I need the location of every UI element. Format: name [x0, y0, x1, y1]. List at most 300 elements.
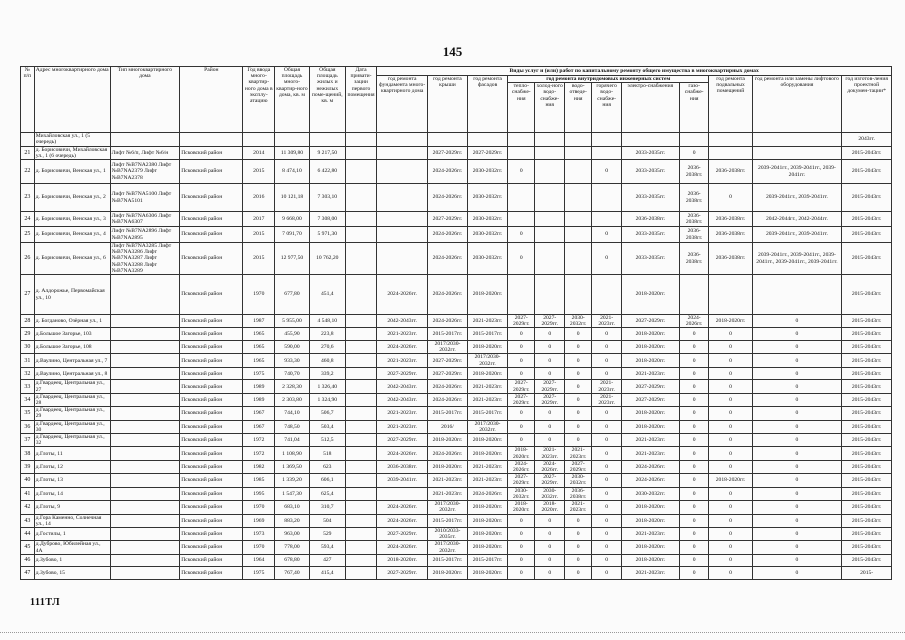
year-cell: 1989: [243, 380, 275, 393]
gas-year-cell: 0: [679, 354, 709, 367]
basement-year-cell: 2018-2020гг.: [709, 474, 752, 487]
total-area-cell: 1 108,90: [275, 447, 310, 460]
sewer-year-cell: 0: [564, 380, 591, 393]
privatization-cell: [345, 420, 377, 433]
basement-year-cell: 0: [709, 367, 752, 380]
gas-year-cell: 0: [679, 434, 709, 447]
header-gas: газо-снабже-ния: [679, 83, 709, 133]
row-number: 26: [21, 243, 35, 275]
facade-year-cell: 2024-2026гг.: [468, 487, 508, 500]
table-row: [21, 393, 892, 406]
electric-year-cell: 2024-2026гг.: [621, 474, 679, 487]
row-number: 43: [21, 514, 35, 527]
sewer-year-cell: [564, 146, 591, 159]
basement-year-cell: 0: [709, 567, 752, 580]
cold-water-year-cell: [535, 160, 565, 184]
privatization-cell: [345, 474, 377, 487]
facade-year-cell: 2015-2017гг.: [468, 554, 508, 567]
address-cell: д.Гвардеец, Центральная ул., 28: [34, 393, 110, 406]
house-type-cell: [110, 407, 180, 420]
facade-year-cell: 2018-2020гг.: [468, 501, 508, 514]
sewer-year-cell: 0: [564, 393, 591, 406]
table-row: [21, 227, 892, 243]
district-cell: Псковский район: [180, 212, 243, 227]
year-cell: 1964: [243, 554, 275, 567]
district-cell: Псковский район: [180, 380, 243, 393]
facade-year-cell: 2018-2020гг.: [468, 275, 508, 315]
privatization-cell: [345, 541, 377, 554]
elevator-year-cell: 0: [752, 367, 842, 380]
row-number: 21: [21, 146, 35, 159]
elevator-year-cell: 2042-2044гг., 2042-2044гг.: [752, 212, 842, 227]
roof-year-cell: 2017/2030-2032гг.: [427, 341, 467, 354]
gas-year-cell: 0: [679, 487, 709, 500]
house-type-cell: Лифт №B7NA3285 Лифт №B7NA3286 Лифт №B7NA3287 Лифт №B7NA3288 Лифт №B7NA3289: [110, 243, 180, 275]
hot-water-year-cell: 0: [592, 160, 622, 184]
total-area-cell: 778,00: [275, 541, 310, 554]
electric-year-cell: 2018-2020гг.: [621, 354, 679, 367]
basement-year-cell: 2018-2020гг.: [709, 315, 752, 328]
facade-year-cell: 2021-2023гг.: [468, 315, 508, 328]
house-type-cell: [110, 541, 180, 554]
year-cell: 1969: [243, 514, 275, 527]
elevator-year-cell: 0: [752, 380, 842, 393]
row-number: [21, 133, 35, 146]
hot-water-year-cell: 0: [592, 407, 622, 420]
total-area-cell: 1 547,30: [275, 487, 310, 500]
heat-year-cell: 0: [508, 328, 535, 341]
heat-year-cell: 0: [508, 341, 535, 354]
address-cell: д. Борисовичи, Венская ул., 4: [34, 227, 110, 243]
hot-water-year-cell: 0: [592, 554, 622, 567]
foundation-year-cell: 2018-2020гг.: [377, 554, 428, 567]
living-area-cell: 270,6: [309, 341, 345, 354]
district-cell: Псковский район: [180, 567, 243, 580]
cold-water-year-cell: 0: [535, 407, 565, 420]
privatization-cell: [345, 501, 377, 514]
electric-year-cell: 2018-2020гг.: [621, 407, 679, 420]
privatization-cell: [345, 341, 377, 354]
sewer-year-cell: 0: [564, 420, 591, 433]
living-area-cell: 427: [309, 554, 345, 567]
row-number: 29: [21, 328, 35, 341]
gas-year-cell: 0: [679, 527, 709, 540]
header-facade: год ремонта фасадов: [468, 76, 508, 133]
cold-water-year-cell: [535, 275, 565, 315]
heat-year-cell: [508, 146, 535, 159]
gas-year-cell: 0: [679, 341, 709, 354]
table-row: [21, 275, 892, 315]
foundation-year-cell: 2036-2038гг.: [377, 460, 428, 473]
gas-year-cell: 0: [679, 420, 709, 433]
foundation-year-cell: 2021-2023гг.: [377, 328, 428, 341]
roof-year-cell: 2027-2029гг.: [427, 146, 467, 159]
address-cell: д.Гвардеец, Центральная ул., 32: [34, 434, 110, 447]
year-cell: 1987: [243, 315, 275, 328]
capital-repair-table: [20, 66, 892, 580]
foundation-year-cell: [377, 212, 428, 227]
sewer-year-cell: [564, 275, 591, 315]
electric-year-cell: 2036-2038гг.: [621, 212, 679, 227]
district-cell: Псковский район: [180, 447, 243, 460]
foundation-year-cell: [377, 133, 428, 146]
row-number: 27: [21, 275, 35, 315]
facade-year-cell: [468, 133, 508, 146]
header-elevator: год ремонта или замены лифтового оборудования: [752, 76, 842, 133]
living-area-cell: 415,4: [309, 567, 345, 580]
basement-year-cell: 2036-2038гг.: [709, 227, 752, 243]
privatization-cell: [345, 367, 377, 380]
hot-water-year-cell: 0: [592, 243, 622, 275]
elevator-year-cell: 0: [752, 393, 842, 406]
year-cell: 1965: [243, 354, 275, 367]
project-year-cell: 2015-2043гг.: [842, 227, 892, 243]
year-cell: 2014: [243, 146, 275, 159]
roof-year-cell: 2018-2020гг.: [427, 434, 467, 447]
total-area-cell: [275, 133, 310, 146]
total-area-cell: 1 369,50: [275, 460, 310, 473]
electric-year-cell: 2033-2035гг.: [621, 184, 679, 212]
living-area-cell: [309, 133, 345, 146]
header-project: год изготов-ления проектной докумен-тации*: [842, 76, 892, 133]
foundation-year-cell: [377, 184, 428, 212]
house-type-cell: [110, 567, 180, 580]
living-area-cell: 6 422,80: [309, 160, 345, 184]
heat-year-cell: 2027-2029гг.: [508, 393, 535, 406]
basement-year-cell: 0: [709, 184, 752, 212]
row-number: 33: [21, 380, 35, 393]
district-cell: Псковский район: [180, 514, 243, 527]
table-row: [21, 212, 892, 227]
header-basement: год ремонта подвальных помещений: [709, 76, 752, 133]
electric-year-cell: 2018-2020гг.: [621, 420, 679, 433]
living-area-cell: 10 762,20: [309, 243, 345, 275]
roof-year-cell: 2015-2017гг.: [427, 514, 467, 527]
facade-year-cell: 2017/2030-2032гг.: [468, 354, 508, 367]
roof-year-cell: 2024-2026гг.: [427, 380, 467, 393]
privatization-cell: [345, 487, 377, 500]
project-year-cell: 2015-2043гг.: [842, 341, 892, 354]
cold-water-year-cell: 2027-2029гг.: [535, 474, 565, 487]
facade-year-cell: 2018-2020гг.: [468, 541, 508, 554]
foundation-year-cell: 2042-2043гг.: [377, 315, 428, 328]
living-area-cell: 4 548,10: [309, 315, 345, 328]
house-type-cell: [110, 447, 180, 460]
facade-year-cell: 2018-2020гг.: [468, 514, 508, 527]
year-cell: 1965: [243, 341, 275, 354]
house-type-cell: Лифт №6/п, Лифт №6/н: [110, 146, 180, 159]
roof-year-cell: 2024-2026гг.: [427, 160, 467, 184]
address-cell: д.Глоты, 12: [34, 460, 110, 473]
hot-water-year-cell: 0: [592, 460, 622, 473]
privatization-cell: [345, 227, 377, 243]
district-cell: Псковский район: [180, 243, 243, 275]
gas-year-cell: 2036-2038гг.: [679, 227, 709, 243]
hot-water-year-cell: 0: [592, 567, 622, 580]
address-cell: д.Гвардеец, Центральная ул., 29: [34, 407, 110, 420]
roof-year-cell: 2024-2026гг.: [427, 227, 467, 243]
project-year-cell: 2015-2043гг.: [842, 474, 892, 487]
address-cell: д.Гора Каменно, Солнечная ул., 14: [34, 514, 110, 527]
project-year-cell: 2015-2043гг.: [842, 354, 892, 367]
basement-year-cell: [709, 275, 752, 315]
cold-water-year-cell: 0: [535, 434, 565, 447]
district-cell: Псковский район: [180, 407, 243, 420]
project-year-cell: 2015-2043гг.: [842, 541, 892, 554]
foundation-year-cell: [377, 160, 428, 184]
electric-year-cell: 2027-2029гг.: [621, 393, 679, 406]
elevator-year-cell: 0: [752, 501, 842, 514]
elevator-year-cell: 2039-2041гг., 2039-2041гг., 2039-2041гг.: [752, 160, 842, 184]
table-row: [21, 243, 892, 275]
living-area-cell: 512,5: [309, 434, 345, 447]
electric-year-cell: 2018-2020гг.: [621, 328, 679, 341]
district-cell: Псковский район: [180, 541, 243, 554]
district-cell: Псковский район: [180, 434, 243, 447]
gas-year-cell: 0: [679, 541, 709, 554]
sewer-year-cell: 0: [564, 554, 591, 567]
house-type-cell: [110, 315, 180, 328]
house-type-cell: [110, 420, 180, 433]
house-type-cell: [110, 460, 180, 473]
house-type-cell: [110, 328, 180, 341]
house-type-cell: [110, 487, 180, 500]
heat-year-cell: 0: [508, 541, 535, 554]
district-cell: Псковский район: [180, 460, 243, 473]
row-number: 28: [21, 315, 35, 328]
facade-year-cell: 2015-2017гг.: [468, 328, 508, 341]
elevator-year-cell: 0: [752, 354, 842, 367]
roof-year-cell: 2027-2029гг.: [427, 367, 467, 380]
address-cell: д.Зубово, 1: [34, 554, 110, 567]
basement-year-cell: 2036-2038гг.: [709, 160, 752, 184]
elevator-year-cell: 0: [752, 328, 842, 341]
hot-water-year-cell: 0: [592, 501, 622, 514]
header-privatization: Дата привати-зации первого помещения: [345, 67, 377, 133]
house-type-cell: [110, 133, 180, 146]
heat-year-cell: 0: [508, 514, 535, 527]
project-year-cell: 2015-2043гг.: [842, 393, 892, 406]
hot-water-year-cell: 0: [592, 474, 622, 487]
gas-year-cell: 0: [679, 380, 709, 393]
total-area-cell: 748,50: [275, 420, 310, 433]
house-type-cell: [110, 393, 180, 406]
roof-year-cell: 2024-2026гг.: [427, 275, 467, 315]
project-year-cell: 2015-2043гг.: [842, 184, 892, 212]
table-row: [21, 367, 892, 380]
hot-water-year-cell: 0: [592, 527, 622, 540]
total-area-cell: 455,90: [275, 328, 310, 341]
heat-year-cell: 2027-2029гг.: [508, 474, 535, 487]
table-row: [21, 501, 892, 514]
table-row: [21, 420, 892, 433]
gas-year-cell: 2036-2038гг.: [679, 243, 709, 275]
basement-year-cell: 0: [709, 501, 752, 514]
year-cell: 1985: [243, 474, 275, 487]
hot-water-year-cell: 0: [592, 447, 622, 460]
total-area-cell: 5 955,00: [275, 315, 310, 328]
address-cell: д.Гвардеец, Центральная ул., 30: [34, 420, 110, 433]
row-number: 22: [21, 160, 35, 184]
hot-water-year-cell: [592, 275, 622, 315]
privatization-cell: [345, 328, 377, 341]
gas-year-cell: 0: [679, 447, 709, 460]
basement-year-cell: [709, 133, 752, 146]
hot-water-year-cell: 2021-2023гг.: [592, 315, 622, 328]
electric-year-cell: 2021-2023гг.: [621, 367, 679, 380]
address-cell: д.Глоты, 9: [34, 501, 110, 514]
header-district: Район: [180, 67, 243, 133]
header-living-area: Общая площадь жилых и нежилых поме-щений, кв. м: [309, 67, 345, 133]
district-cell: Псковский район: [180, 474, 243, 487]
total-area-cell: 2 328,30: [275, 380, 310, 393]
sewer-year-cell: [564, 212, 591, 227]
basement-year-cell: [709, 146, 752, 159]
house-type-cell: [110, 474, 180, 487]
address-cell: д.Большое Загорье, 103: [34, 328, 110, 341]
house-type-cell: [110, 527, 180, 540]
header-cold-water: холод-ного водо-снабже-ния: [535, 83, 565, 133]
year-cell: 1967: [243, 420, 275, 433]
year-cell: 1973: [243, 527, 275, 540]
table-row: [21, 434, 892, 447]
total-area-cell: 590,00: [275, 341, 310, 354]
year-cell: 1995: [243, 487, 275, 500]
total-area-cell: 883,20: [275, 514, 310, 527]
basement-year-cell: 0: [709, 447, 752, 460]
address-cell: д.Гвардеец, Центральная ул., 27: [34, 380, 110, 393]
elevator-year-cell: 0: [752, 420, 842, 433]
foundation-year-cell: 2021-2023гг.: [377, 354, 428, 367]
heat-year-cell: 0: [508, 527, 535, 540]
roof-year-cell: 2021-2023гг.: [427, 474, 467, 487]
facade-year-cell: 2030-2032гг.: [468, 184, 508, 212]
sewer-year-cell: 2027-2029гг.: [564, 460, 591, 473]
cold-water-year-cell: 0: [535, 514, 565, 527]
sewer-year-cell: 0: [564, 514, 591, 527]
address-cell: д. Борисовичи, Венская ул., 3: [34, 212, 110, 227]
electric-year-cell: 2024-2026гг.: [621, 460, 679, 473]
sewer-year-cell: 0: [564, 354, 591, 367]
elevator-year-cell: 0: [752, 434, 842, 447]
table-row: [21, 541, 892, 554]
project-year-cell: 2015-2043гг.: [842, 328, 892, 341]
living-area-cell: 623: [309, 460, 345, 473]
address-cell: Михайловская ул., 1 (5 очередь): [34, 133, 110, 146]
living-area-cell: 503,4: [309, 420, 345, 433]
facade-year-cell: 2021-2023гг.: [468, 380, 508, 393]
elevator-year-cell: 2039-2041гг., 2039-2041гг.: [752, 227, 842, 243]
cold-water-year-cell: 2027-2029гг.: [535, 315, 565, 328]
foundation-year-cell: 2024-2026гг.: [377, 541, 428, 554]
total-area-cell: 9 668,00: [275, 212, 310, 227]
roof-year-cell: 2018-2020гг.: [427, 567, 467, 580]
table-row: [21, 554, 892, 567]
header-type: Тип многоквартирного дома: [110, 67, 180, 133]
foundation-year-cell: [377, 146, 428, 159]
privatization-cell: [345, 243, 377, 275]
heat-year-cell: 0: [508, 420, 535, 433]
total-area-cell: 12 977,50: [275, 243, 310, 275]
hot-water-year-cell: 0: [592, 227, 622, 243]
basement-year-cell: 0: [709, 354, 752, 367]
gas-year-cell: 2024-2026гг.: [679, 315, 709, 328]
address-cell: д. Алдорожье, Первомайская ул., 10: [34, 275, 110, 315]
house-type-cell: [110, 554, 180, 567]
elevator-year-cell: [752, 133, 842, 146]
heat-year-cell: [508, 212, 535, 227]
privatization-cell: [345, 407, 377, 420]
cold-water-year-cell: 0: [535, 328, 565, 341]
heat-year-cell: 0: [508, 227, 535, 243]
sewer-year-cell: [564, 133, 591, 146]
scan-divider: [0, 632, 905, 633]
elevator-year-cell: 0: [752, 541, 842, 554]
row-number: 46: [21, 554, 35, 567]
electric-year-cell: 2027-2029гг.: [621, 380, 679, 393]
sewer-year-cell: 2036-2038гг.: [564, 487, 591, 500]
year-cell: 2015: [243, 243, 275, 275]
header-foundation: год ремонта фундамента много-квартирного дома: [377, 76, 428, 133]
hot-water-year-cell: 0: [592, 367, 622, 380]
privatization-cell: [345, 554, 377, 567]
row-number: 35: [21, 407, 35, 420]
gas-year-cell: 0: [679, 567, 709, 580]
electric-year-cell: 2027-2029гг.: [621, 315, 679, 328]
total-area-cell: 7 091,70: [275, 227, 310, 243]
electric-year-cell: [621, 133, 679, 146]
footer-code: 111ТЛ: [30, 597, 61, 608]
facade-year-cell: 2017/2030-2032гг.: [468, 420, 508, 433]
living-area-cell: 5 971,30: [309, 227, 345, 243]
district-cell: [180, 133, 243, 146]
project-year-cell: 2015-2043гг.: [842, 380, 892, 393]
facade-year-cell: 2018-2020гг.: [468, 434, 508, 447]
living-area-cell: 7 308,00: [309, 212, 345, 227]
hot-water-year-cell: [592, 212, 622, 227]
roof-year-cell: [427, 133, 467, 146]
district-cell: Псковский район: [180, 184, 243, 212]
roof-year-cell: 2027-2029гг.: [427, 212, 467, 227]
gas-year-cell: 0: [679, 146, 709, 159]
project-year-cell: 2015-2043гг.: [842, 146, 892, 159]
roof-year-cell: 2016/: [427, 420, 467, 433]
basement-year-cell: 0: [709, 460, 752, 473]
row-number: 23: [21, 184, 35, 212]
hot-water-year-cell: 0: [592, 354, 622, 367]
sewer-year-cell: 0: [564, 407, 591, 420]
living-area-cell: 593,4: [309, 541, 345, 554]
header-sewer: водо-отведе-ния: [564, 83, 591, 133]
living-area-cell: 625,4: [309, 487, 345, 500]
foundation-year-cell: [377, 243, 428, 275]
basement-year-cell: 0: [709, 341, 752, 354]
gas-year-cell: 2036-2038гг.: [679, 184, 709, 212]
elevator-year-cell: 0: [752, 460, 842, 473]
facade-year-cell: 2021-2023гг.: [468, 474, 508, 487]
facade-year-cell: 2018-2020гг.: [468, 567, 508, 580]
project-year-cell: 2015-2043гг.: [842, 160, 892, 184]
table-row: [21, 460, 892, 473]
elevator-year-cell: 0: [752, 407, 842, 420]
row-number: 34: [21, 393, 35, 406]
cold-water-year-cell: 0: [535, 527, 565, 540]
elevator-year-cell: 0: [752, 487, 842, 500]
project-year-cell: 2015-2043гг.: [842, 243, 892, 275]
hot-water-year-cell: 0: [592, 420, 622, 433]
gas-year-cell: 2036-2038гг.: [679, 160, 709, 184]
row-number: 39: [21, 460, 35, 473]
